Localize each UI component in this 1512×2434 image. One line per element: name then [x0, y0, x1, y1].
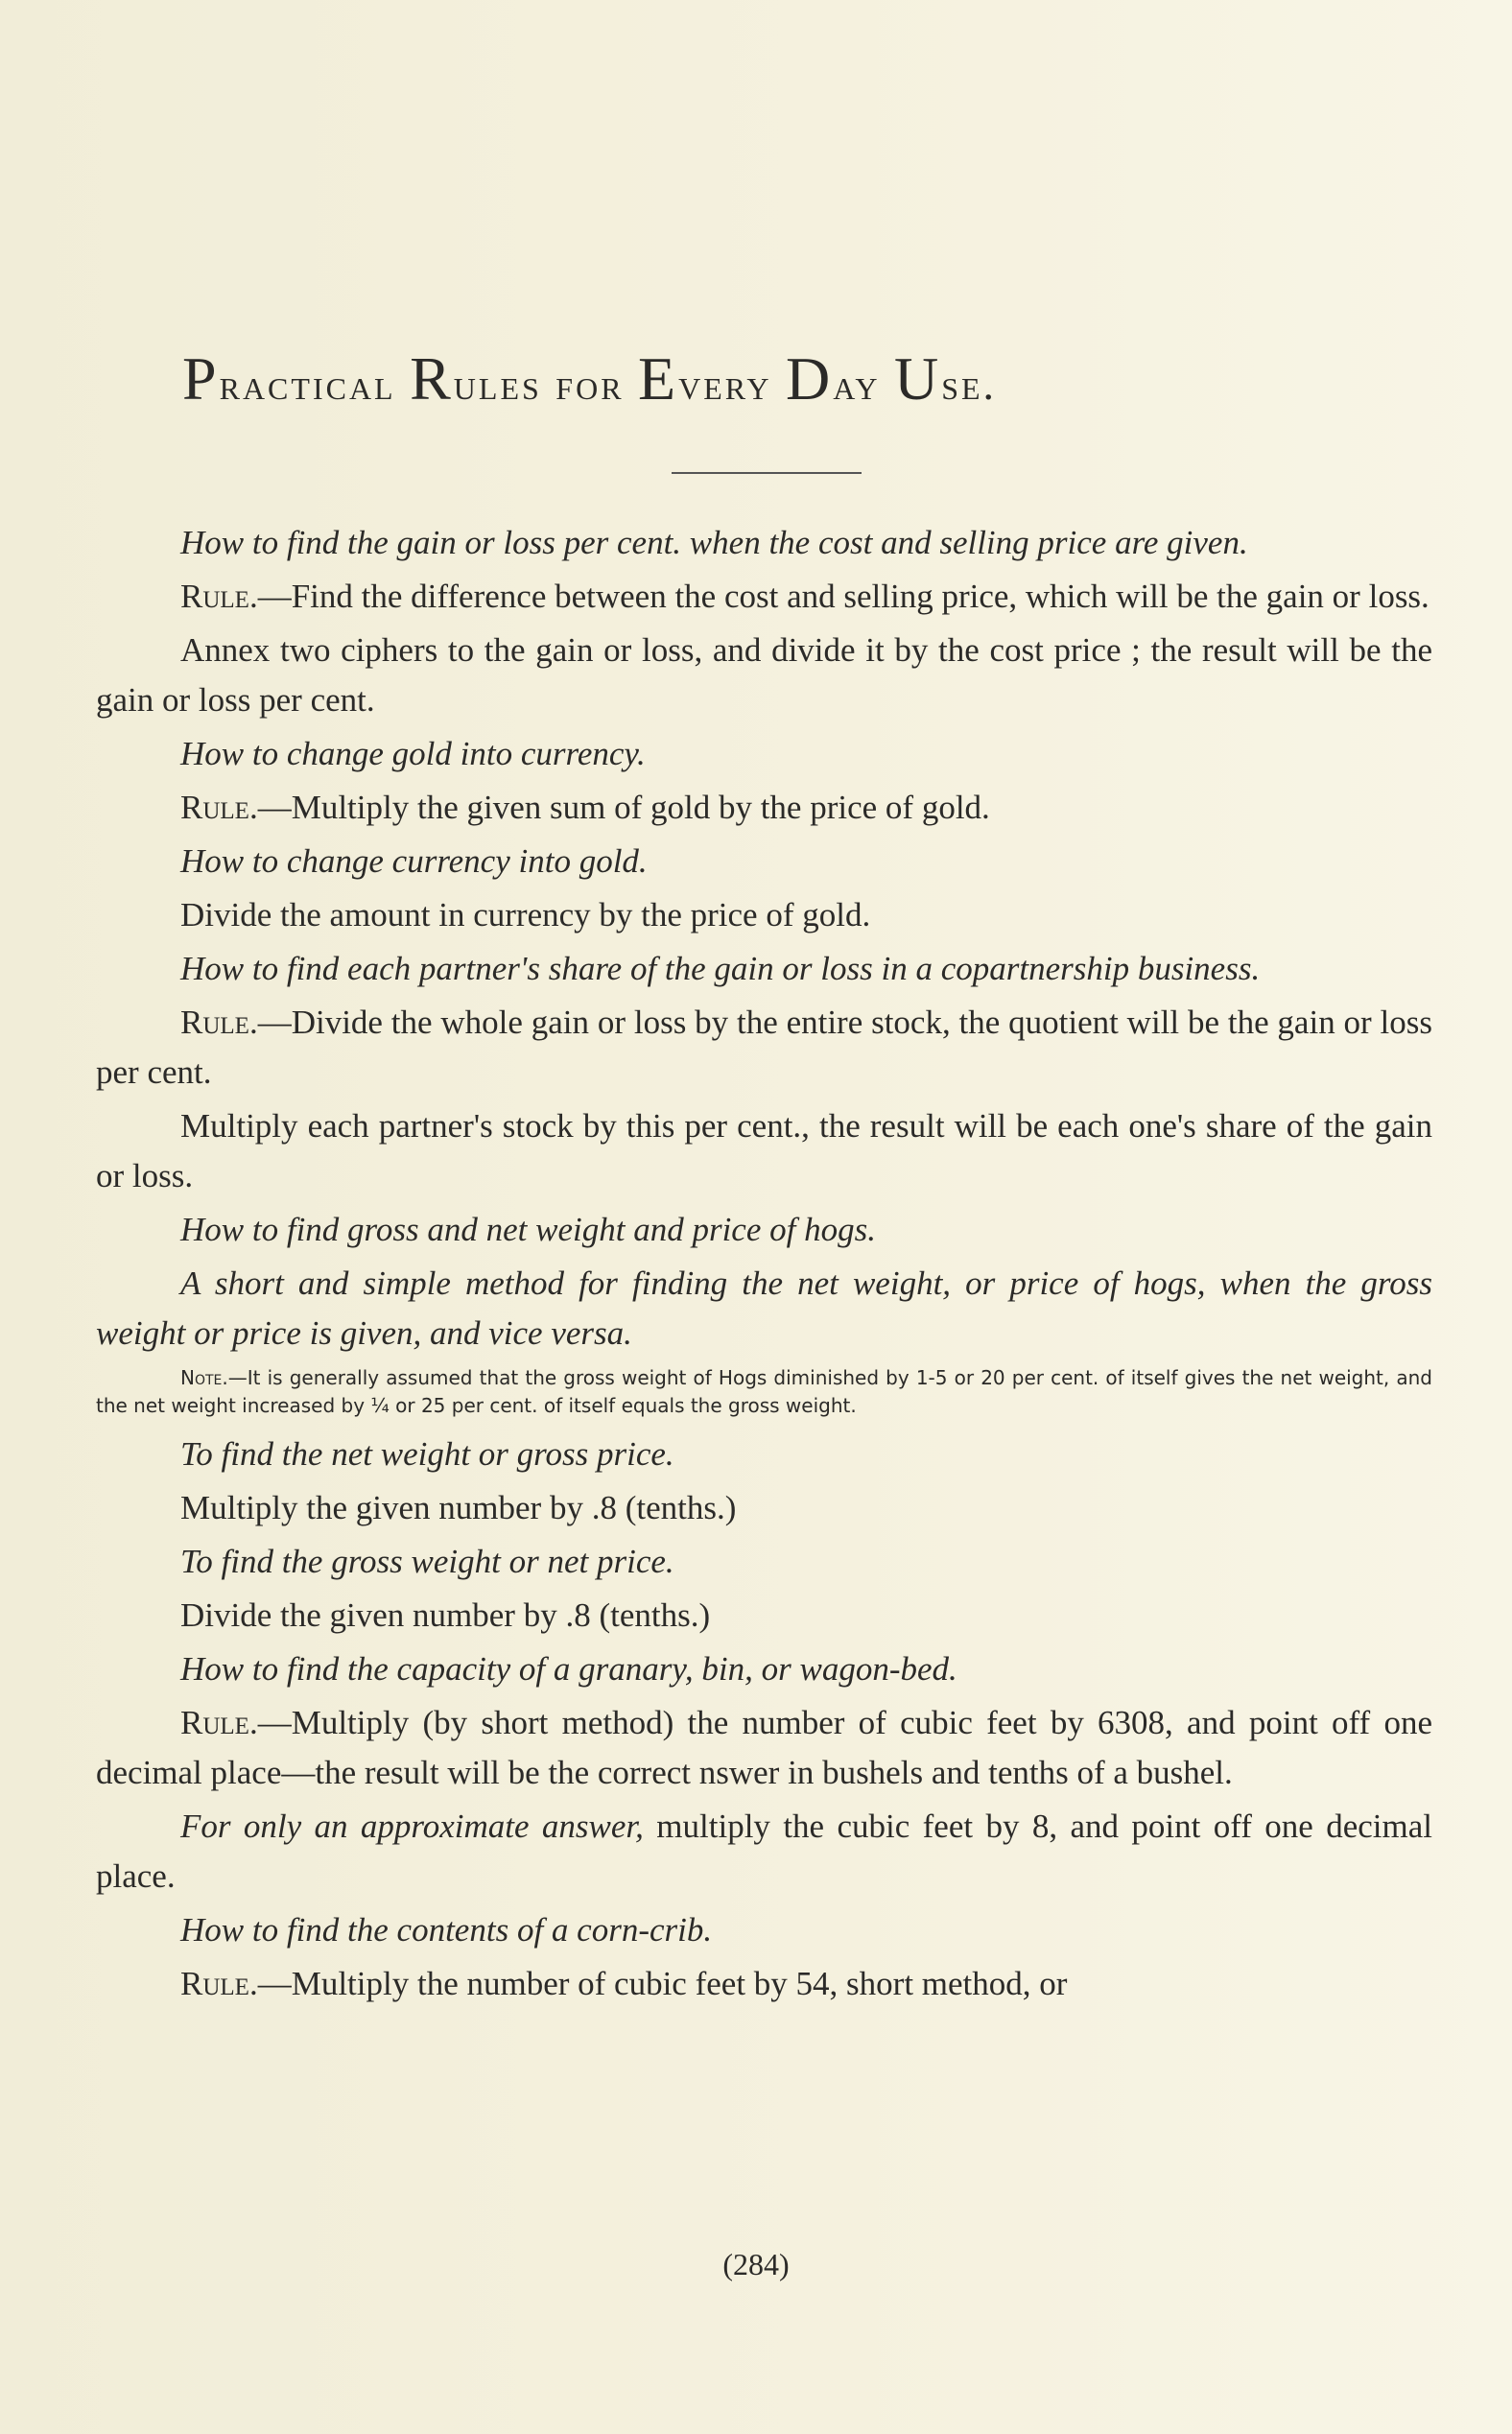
- rule-paragraph: Rule.—Multiply the number of cubic feet by 54, short method, or: [180, 1965, 1068, 2002]
- rule-paragraph: Rule.—Find the difference between the cost and selling price, which will be the gain or loss.: [180, 578, 1429, 615]
- note-label: Note.: [180, 1366, 228, 1389]
- body-paragraph: For only an approximate answer, multiply the cubic feet by 8, and point off one decimal place.: [96, 1808, 1433, 1895]
- italic-phrase: For only an approximate answer,: [180, 1808, 644, 1845]
- rule-label: Rule.: [180, 789, 258, 826]
- title-word: Rules: [410, 344, 542, 413]
- body-paragraph: Divide the given number by .8 (tenths.): [180, 1596, 711, 1634]
- page-title-text: [182, 344, 998, 413]
- body-paragraph: Annex two ciphers to the gain or loss, and divide it by the cost price ; the result will be the gain or loss per cent.: [96, 631, 1432, 719]
- rule-paragraph: Rule.—Multiply (by short method) the number of cubic feet by 6308, and point off one decimal place—the result will be the correct nswer in bushels and tenths of a bushel.: [96, 1704, 1432, 1791]
- body-paragraph: Divide the amount in currency by the price of gold.: [180, 896, 871, 933]
- page-body: [96, 518, 1432, 2013]
- section-heading: How to find gross and net weight and price of hogs.: [180, 1211, 876, 1248]
- title-divider: [672, 472, 862, 474]
- section-heading: How to find each partner's share of the gain or loss in a copartnership business.: [180, 950, 1261, 987]
- page-number: (284): [722, 2247, 790, 2281]
- section-heading: How to find the contents of a corn-crib.: [180, 1911, 713, 1949]
- rule-label: Rule.: [180, 1004, 258, 1041]
- body-paragraph: Multiply the given number by .8 (tenths.): [180, 1489, 737, 1526]
- title-word: Practical: [182, 344, 396, 413]
- rule-label: Rule.: [180, 1704, 258, 1741]
- title-word: Day: [785, 344, 881, 413]
- rule-label: Rule.: [180, 578, 258, 615]
- rule-paragraph: Rule.—Divide the whole gain or loss by the entire stock, the quotient will be the gain or loss per cent.: [96, 1004, 1432, 1091]
- section-heading: How to change currency into gold.: [180, 842, 648, 880]
- title-word: Use.: [893, 344, 998, 413]
- section-heading: How to change gold into currency.: [180, 735, 646, 772]
- page-title: [182, 343, 997, 414]
- title-word: for: [555, 360, 625, 409]
- body-paragraph: Multiply each partner's stock by this per cent., the result will be each one's share of the gain or loss.: [96, 1107, 1432, 1194]
- footnote: Note.—It is generally assumed that the gross weight of Hogs diminished by 1-5 or 20 per cent. of itself gives the net weight, and the net weight increased by ¼ or 25 per cent. of itself equals the gross weight.: [96, 1366, 1432, 1417]
- rule-label: Rule.: [180, 1965, 258, 2002]
- rule-paragraph: Rule.—Multiply the given sum of gold by the price of gold.: [180, 789, 990, 826]
- section-heading: How to find the gain or loss per cent. when the cost and selling price are given.: [180, 524, 1248, 561]
- section-heading: To find the gross weight or net price.: [180, 1543, 674, 1580]
- title-word: Every: [638, 344, 772, 413]
- section-heading: How to find the capacity of a granary, bin, or wagon-bed.: [180, 1650, 957, 1688]
- section-heading: To find the net weight or gross price.: [180, 1435, 674, 1473]
- section-heading: A short and simple method for finding the net weight, or price of hogs, when the gross weight or price is given, and vice versa.: [96, 1264, 1432, 1352]
